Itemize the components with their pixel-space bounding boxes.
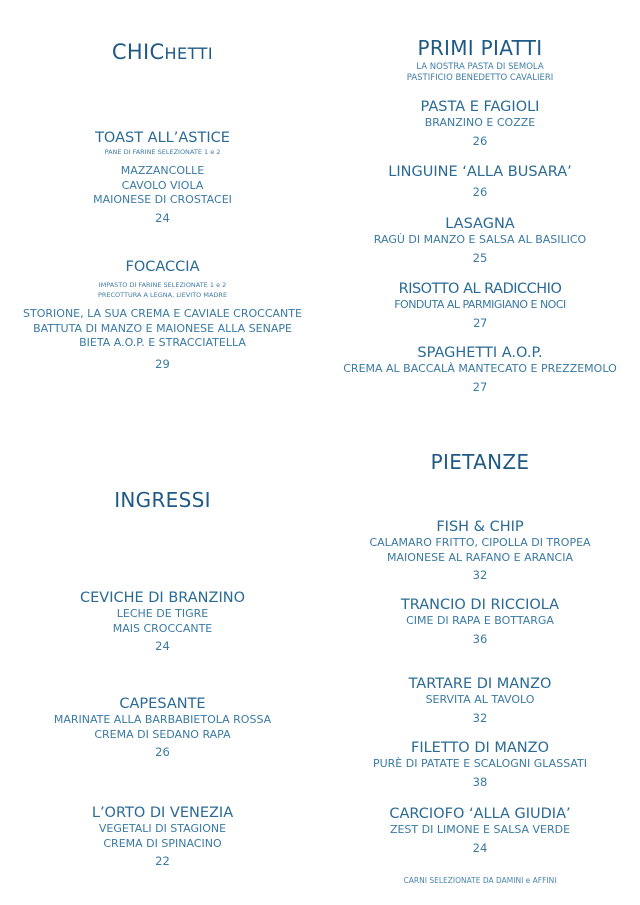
dish-desc-line: BRANZINO E COZZE — [424, 116, 536, 129]
dish-focaccia — [10, 259, 315, 371]
dish-name: TOAST ALL’ASTICE — [95, 130, 230, 146]
pietanze-header — [370, 450, 590, 474]
dish-note: IMPASTO DI FARINE SELEZIONATE 1 e 2 — [98, 281, 227, 289]
dish-name: FILETTO DI MANZO — [410, 740, 549, 756]
dish-tartare-manzo — [360, 676, 600, 725]
dish-name: CARCIOFO ‘ALLA GIUDIA’ — [389, 806, 571, 822]
dish-name: LASAGNA — [445, 216, 515, 232]
dish-price: 24 — [155, 210, 170, 225]
dish-desc-line: CREMA DI SEDANO RAPA — [94, 727, 231, 741]
dish-price: 22 — [155, 854, 170, 868]
dish-fish-chip — [350, 519, 610, 582]
dish-name: TARTARE DI MANZO — [408, 676, 552, 692]
dish-desc-line: BATTUTA DI MANZO E MAIONESE ALLA SENAPE — [33, 321, 292, 335]
dish-price: 26 — [472, 185, 488, 199]
chichetti-title-big: CHIC — [111, 40, 165, 64]
dish-orto-venezia — [40, 805, 285, 868]
dish-price: 26 — [155, 745, 170, 759]
primi-subtitle: PASTIFICIO BENEDETTO CAVALIERI — [406, 73, 554, 83]
ingressi-header — [60, 488, 265, 512]
dish-price: 36 — [472, 631, 488, 646]
dish-desc-line: MAIONESE AL RAFANO E ARANCIA — [387, 550, 573, 564]
dish-name: TRANCIO DI RICCIOLA — [400, 597, 560, 613]
dish-name: FOCACCIA — [125, 259, 200, 275]
dish-price: 24 — [472, 840, 488, 855]
dish-linguine — [360, 164, 600, 199]
primi-subtitle: LA NOSTRA PASTA DI SEMOLA — [416, 62, 544, 72]
dish-desc-line: CAVOLO VIOLA — [121, 178, 204, 192]
dish-carciofo — [350, 806, 610, 855]
chichetti-title — [60, 40, 265, 64]
dish-note: PRECOTTURA A LEGNA, LIEVITO MADRE — [97, 291, 228, 299]
chichetti-title-small: HETTI — [164, 44, 214, 63]
dish-trancio-ricciola — [360, 597, 600, 646]
primi-title: PRIMI PIATTI — [417, 36, 543, 60]
dish-desc-line: MARINATE ALLA BARBABIETOLA ROSSA — [53, 713, 272, 726]
dish-desc-line: STORIONE, LA SUA CREMA E CAVIALE CROCCANTE — [23, 307, 302, 320]
dish-name: FISH & CHIP — [436, 519, 524, 535]
dish-desc-line: CIME DI RAPA E BOTTARGA — [406, 614, 554, 627]
dish-price: 25 — [472, 250, 488, 265]
dish-capesante — [20, 696, 305, 759]
dish-filetto-manzo — [350, 740, 610, 789]
dish-desc-line: CALAMARO FRITTO, CIPOLLA DI TROPEA — [369, 536, 591, 549]
dish-name: SPAGHETTI A.O.P. — [417, 345, 543, 361]
dish-price: 38 — [472, 774, 488, 789]
dish-desc-line: VEGETALI DI STAGIONE — [98, 822, 227, 835]
dish-pasta-fagioli — [360, 99, 600, 148]
dish-name: CEVICHE DI BRANZINO — [79, 590, 245, 606]
dish-desc-line: CREMA DI SPINACINO — [103, 836, 222, 850]
dish-price: 26 — [472, 133, 488, 148]
dish-desc-line: ZEST DI LIMONE E SALSA VERDE — [389, 823, 571, 836]
dish-name: PASTA E FAGIOLI — [420, 99, 540, 115]
chichetti-header — [60, 40, 265, 64]
pietanze-title: PIETANZE — [430, 450, 530, 474]
dish-ceviche — [40, 590, 285, 653]
dish-desc-line: LECHE DE TIGRE — [116, 607, 209, 620]
dish-desc-line: MAZZANCOLLE — [120, 164, 205, 177]
dish-name: CAPESANTE — [119, 696, 206, 712]
dish-spaghetti — [330, 345, 630, 394]
dish-desc-line: PURÈ DI PATATE E SCALOGNI GLASSATI — [372, 757, 588, 770]
dish-desc-line: MAIS CROCCANTE — [112, 621, 213, 635]
dish-toast-astice — [40, 130, 285, 225]
dish-desc-line: FONDUTA AL PARMIGIANO E NOCI — [394, 298, 566, 311]
dish-desc-line: RAGÙ DI MANZO E SALSA AL BASILICO — [373, 233, 587, 246]
dish-price: 27 — [473, 315, 487, 330]
dish-desc-line: SERVITA AL TAVOLO — [425, 693, 535, 706]
dish-desc-line: BIETA A.O.P. E STRACCIATELLA — [79, 336, 246, 349]
dish-note: PANE DI FARINE SELEZIONATE 1 e 2 — [104, 148, 221, 156]
dish-risotto — [350, 281, 610, 330]
primi-header — [370, 36, 590, 84]
ingressi-title: INGRESSI — [114, 488, 211, 512]
dish-price: 27 — [472, 379, 488, 394]
dish-price: 32 — [472, 568, 488, 582]
meat-supplier-note: CARNI SELEZIONATE DA DAMINI e AFFINI — [403, 876, 557, 885]
dish-desc-line: CREMA AL BACCALÀ MANTECATO E PREZZEMOLO — [343, 362, 617, 375]
dish-lasagna — [340, 216, 620, 265]
dish-price: 29 — [155, 356, 170, 371]
dish-name: L’ORTO DI VENEZIA — [91, 805, 234, 821]
dish-desc-line: MAIONESE DI CROSTACEI — [93, 193, 232, 206]
dish-name: RISOTTO AL RADICCHIO — [398, 281, 562, 297]
dish-price: 32 — [472, 710, 488, 725]
dish-price: 24 — [155, 639, 170, 653]
dish-name: LINGUINE ‘ALLA BUSARA’ — [388, 164, 572, 180]
